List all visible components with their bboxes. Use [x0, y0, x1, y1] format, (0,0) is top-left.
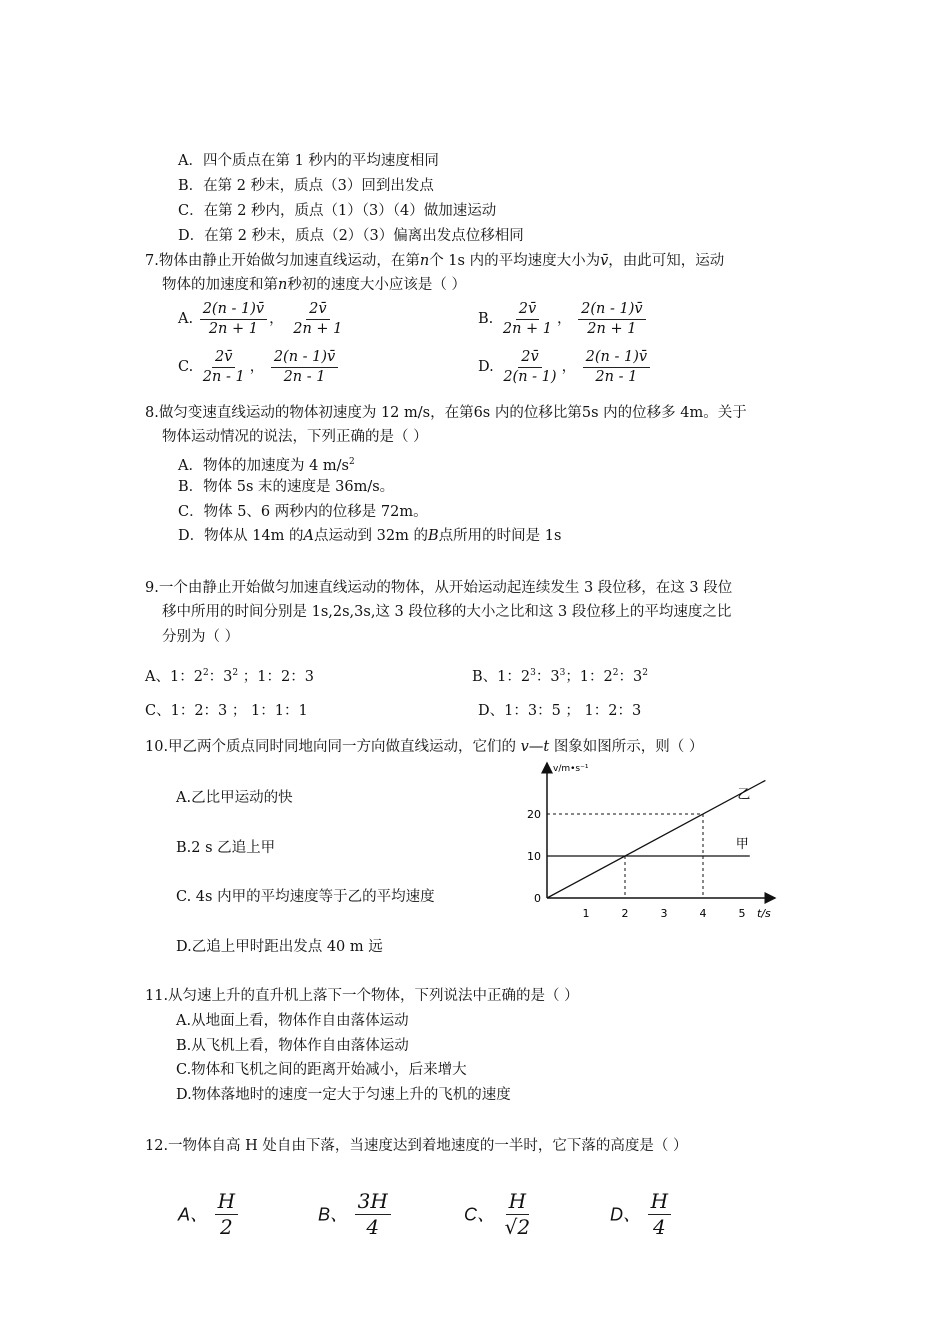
q9-stem-line2: 移中所用的时间分别是 1s,2s,3s,这 3 段位移的大小之比和这 3 段位移上的平均速度之比: [162, 604, 732, 620]
q7-option-a: A. $\frac{2(n - 1)v̄}{2n + 1}$ ， $\frac{2v̄}{2n + 1}$: [178, 301, 343, 337]
q10-option-d: D.乙追上甲时距出发点 40 m 远: [176, 939, 383, 955]
q12-stem: 12.一物体自高 H 处自由下落，当速度达到着地速度的一半时，它下落的高度是（ ）: [145, 1138, 688, 1154]
q6-option-d: D．在第 2 秒末，质点（2）（3）偏离出发点位移相同: [178, 228, 524, 244]
q8-option-a: A．物体的加速度为 4 $m/s^2$: [178, 457, 355, 474]
q6-option-b: B．在第 2 秒末，质点（3）回到出发点: [178, 178, 434, 194]
q9-stem-line3: 分别为（ ）: [162, 629, 240, 645]
x-tick-label-4: 4: [699, 907, 707, 920]
q10-option-a: A.乙比甲运动的快: [176, 790, 293, 806]
x-tick-label-3: 3: [660, 907, 668, 920]
y-tick-label-0: 0: [534, 892, 541, 905]
q12-option-b: B、 $\frac{3H}{4}$: [318, 1190, 393, 1239]
q11-option-c: C.物体和飞机之间的距离开始减小，后来增大: [176, 1062, 467, 1078]
q10-option-b: B.2 s 乙追上甲: [176, 840, 276, 856]
q12-option-a: A、 $\frac{H}{2}$: [178, 1190, 240, 1239]
q8-option-b: B．物体 5s 末的速度是 36m/s。: [178, 479, 395, 495]
q7-option-b: B. $\frac{2v̄}{2n + 1}$ ， $\frac{2(n - 1)v̄}{2n + 1}$: [478, 301, 648, 337]
series-label-0: 甲: [735, 837, 749, 852]
q7-stem-line1: 7.物体由静止开始做匀加速直线运动，在第n个 1s 内的平均速度大小为v̄，由此可知，运动: [145, 253, 725, 269]
q10-stem: 10.甲乙两个质点同时同地向同一方向做直线运动，它们的 v—t 图象如图所示，则（ ）: [145, 739, 704, 755]
q11-option-b: B.从飞机上看，物体作自由落体运动: [176, 1038, 409, 1054]
series-label-1: 乙: [737, 787, 751, 803]
q11-option-a: A.从地面上看，物体作自由落体运动: [176, 1013, 409, 1029]
q11-stem: 11.从匀速上升的直升机上落下一个物体，下列说法中正确的是（ ）: [145, 988, 579, 1004]
x-tick-label-5: 5: [738, 907, 746, 920]
x-tick-label-1: 1: [582, 907, 590, 920]
q7-option-d: D. $\frac{2v̄}{2(n - 1)}$ ， $\frac{2(n - 1)v̄}{2n - 1}$: [478, 349, 652, 385]
q8-stem-line2: 物体运动情况的说法，下列正确的是（ ）: [162, 429, 428, 445]
y-tick-label-10: 10: [527, 850, 541, 863]
q9-stem-line1: 9.一个由静止开始做匀加速直线运动的物体，从开始运动起连续发生 3 段位移，在这 3 段位: [145, 580, 733, 596]
q12-option-c: C、 $\frac{H}{√2}$: [464, 1189, 531, 1239]
vt-chart: [520, 755, 790, 930]
q6-option-c: C．在第 2 秒内，质点（1）（3）（4）做加速运动: [178, 203, 497, 219]
q7-option-c: C. $\frac{2v̄}{2n - 1}$ ， $\frac{2(n - 1)v̄}{2n - 1}$: [178, 349, 340, 385]
q9-option-d: D、1：3：5 ； 1：2：3: [478, 703, 642, 719]
series-line-1: [547, 780, 765, 898]
q8-option-d: D．物体从 14m 的A点运动到 32m 的B点所用的时间是 1s: [178, 528, 562, 544]
q8-option-c: C．物体 5、6 两秒内的位移是 72m。: [178, 504, 428, 520]
q12-option-d: D、 $\frac{H}{4}$: [610, 1190, 673, 1239]
q9-option-a: A、1：$2^2$：$3^2$ ；1：2：3: [145, 668, 314, 685]
q11-option-d: D.物体落地时的速度一定大于匀速上升的飞机的速度: [176, 1087, 511, 1103]
y-tick-label-20: 20: [527, 808, 541, 821]
q9-option-c: C、1：2：3 ； 1：1：1: [145, 703, 308, 719]
q9-option-b: B、1：$2^3$：$3^3$；1：$2^2$：$3^2$: [472, 668, 648, 685]
q10-option-c: C. 4s 内甲的平均速度等于乙的平均速度: [176, 889, 435, 905]
x-tick-label-2: 2: [621, 907, 629, 920]
x-axis-label: t/s: [757, 907, 771, 920]
q7-stem-line2: 物体的加速度和第n秒初的速度大小应该是（ ）: [162, 277, 466, 293]
q8-stem-line1: 8.做匀变速直线运动的物体初速度为 12 m/s，在第6s 内的位移比第5s 内的位移多 4m。关于: [145, 405, 747, 421]
q6-option-a: A．四个质点在第 1 秒内的平均速度相同: [178, 153, 439, 169]
y-axis-label: v/m•s⁻¹: [553, 764, 589, 774]
